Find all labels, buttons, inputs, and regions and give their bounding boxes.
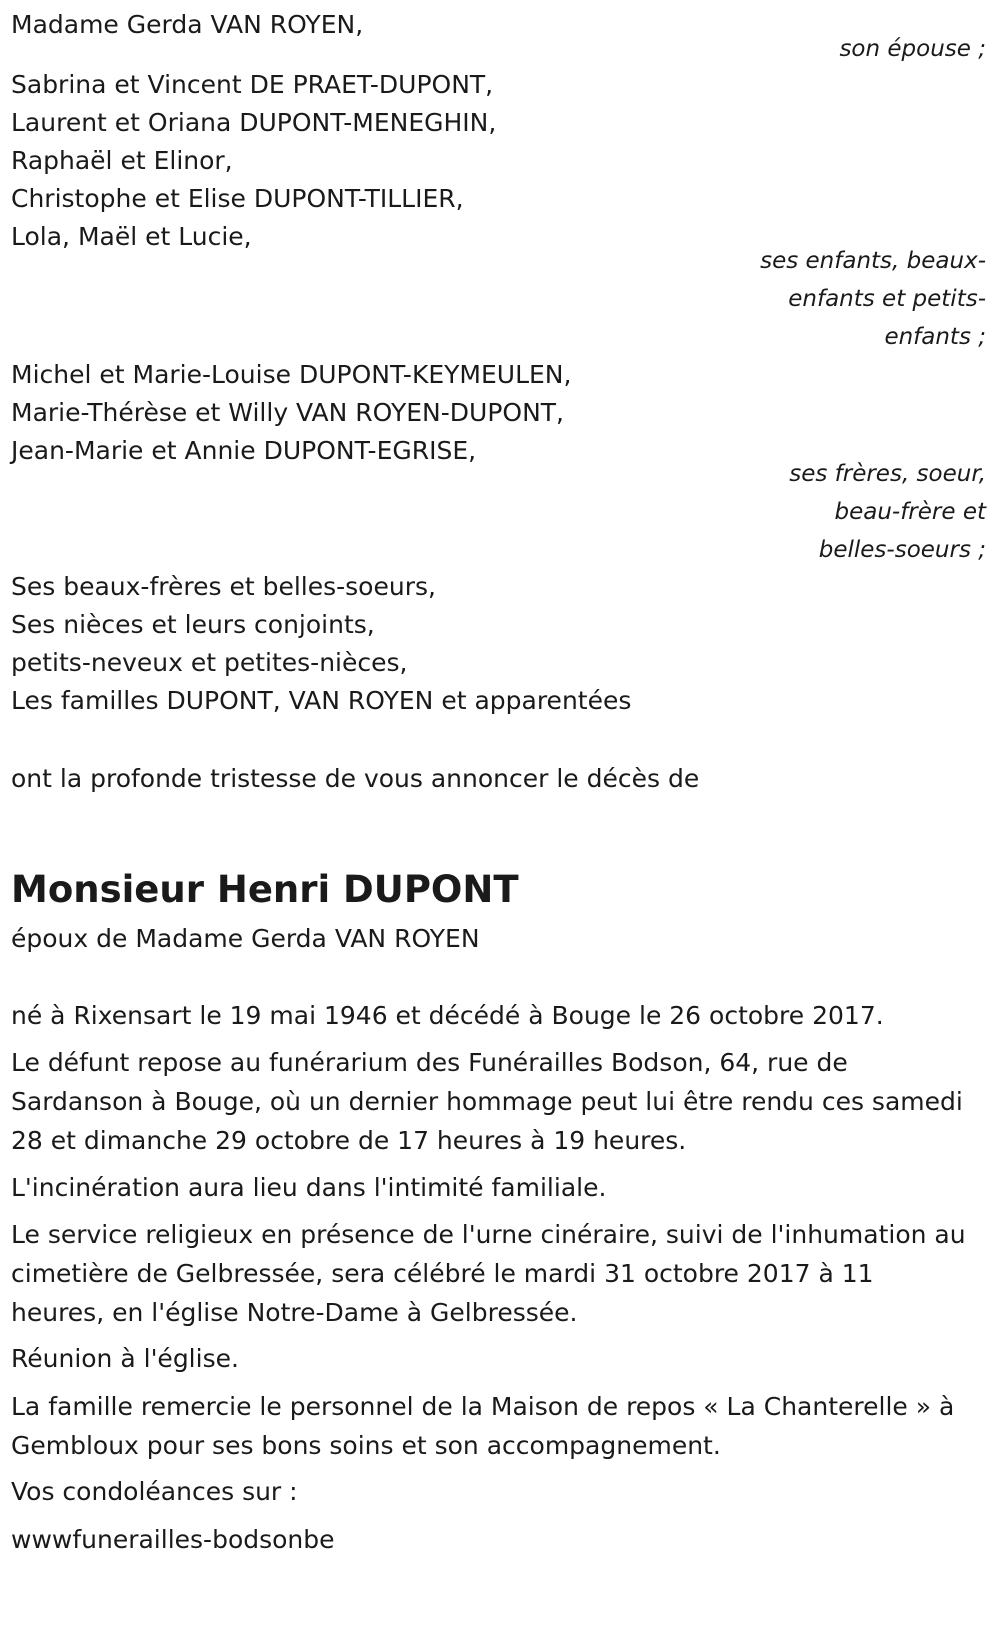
funerarium-paragraph: Le défunt repose au funérarium des Funérailles Bodson, 64, rue de Sardanson à Bouge, où un dernier hommage peut lui être rendu ces samedi 28 et dimanche 29 octobre de 17 heures à 19 heures.: [11, 1048, 963, 1155]
siblings-role-line-2: beau-frère et: [834, 499, 986, 525]
child-line-1: Sabrina et Vincent DE PRAET-DUPONT,: [11, 70, 494, 99]
sibling-line-2: Marie-Thérèse et Willy VAN ROYEN-DUPONT,: [11, 398, 565, 427]
children-role-line-1: ses enfants, beaux-: [760, 248, 986, 274]
others-line-2: Ses nièces et leurs conjoints,: [11, 610, 375, 639]
child-line-3: Raphaël et Elinor,: [11, 146, 233, 175]
condolences-link[interactable]: wwwfunerailles-bodsonbe: [11, 1525, 335, 1554]
thanks-paragraph: La famille remercie le personnel de la Maison de repos « La Chanterelle » à Gembloux pour ses bons soins et son accompagnement.: [11, 1392, 955, 1460]
child-line-2: Laurent et Oriana DUPONT-MENEGHIN,: [11, 108, 497, 137]
child-line-5: Lola, Maël et Lucie,: [11, 222, 252, 251]
others-line-1: Ses beaux-frères et belles-soeurs,: [11, 572, 436, 601]
others-line-4: Les familles DUPONT, VAN ROYEN et apparentées: [11, 686, 632, 715]
announcement: ont la profonde tristesse de vous annoncer le décès de: [11, 764, 700, 793]
spouse-role-text: son épouse ;: [839, 36, 986, 62]
service-paragraph: Le service religieux en présence de l'urne cinéraire, suivi de l'inhumation au cimetière de Gelbressée, sera célébré le mardi 31 octobre 2017 à 11 heures, en l'église Notre-Dame à Gelbressée.: [11, 1220, 966, 1327]
children-role-line-3: enfants ;: [884, 324, 986, 350]
spouse-name: Madame Gerda VAN ROYEN,: [11, 10, 364, 39]
siblings-role-line-3: belles-soeurs ;: [818, 537, 986, 563]
condolences-label: Vos condoléances sur :: [11, 1477, 298, 1506]
sibling-line-3: Jean-Marie et Annie DUPONT-EGRISE,: [11, 436, 477, 465]
children-role-line-2: enfants et petits-: [788, 286, 986, 312]
spouse-of: époux de Madame Gerda VAN ROYEN: [11, 924, 480, 953]
siblings-role-line-1: ses frères, soeur,: [789, 461, 986, 487]
children-role: [706, 242, 986, 356]
sibling-line-1: Michel et Marie-Louise DUPONT-KEYMEULEN,: [11, 360, 572, 389]
siblings-role: [706, 455, 986, 569]
child-line-4: Christophe et Elise DUPONT-TILLIER,: [11, 184, 464, 213]
deceased-name: Monsieur Henri DUPONT: [11, 868, 519, 911]
birth-death-paragraph: né à Rixensart le 19 mai 1946 et décédé à Bouge le 26 octobre 2017.: [11, 1001, 884, 1030]
reunion-paragraph: Réunion à l'église.: [11, 1344, 239, 1373]
cremation-paragraph: L'incinération aura lieu dans l'intimité familiale.: [11, 1173, 607, 1202]
others-line-3: petits-neveux et petites-nièces,: [11, 648, 408, 677]
spouse-role: [706, 30, 986, 68]
